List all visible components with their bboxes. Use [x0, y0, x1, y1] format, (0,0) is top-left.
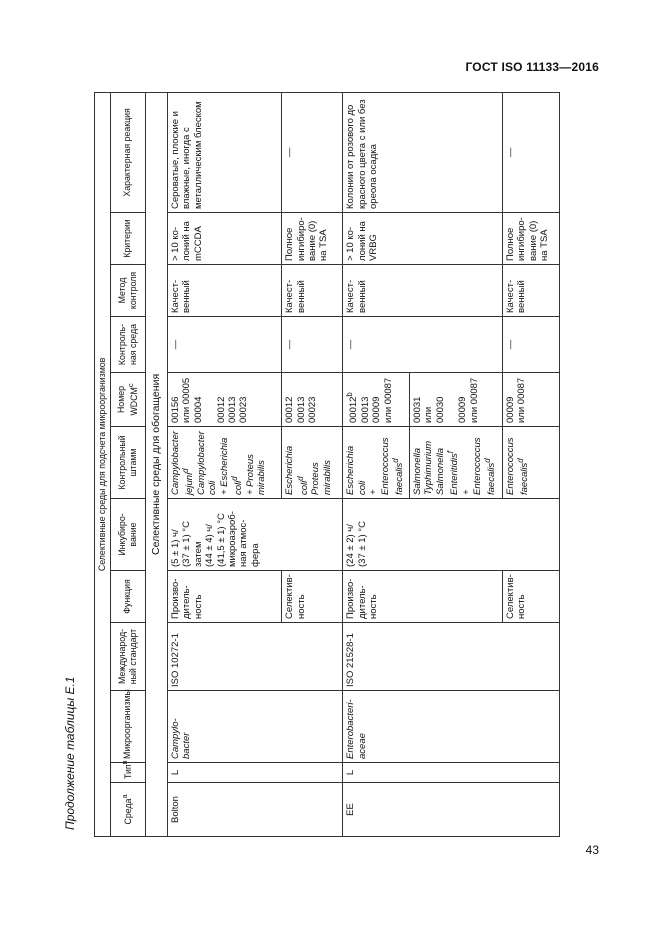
- cell-line: jejuni$^d$: [181, 468, 196, 495]
- cell-function: Произво-дитель-ность: [167, 571, 281, 623]
- cell-line: или 00087: [468, 377, 480, 423]
- cell-wdcm: [409, 373, 502, 427]
- cell-line: (37 ± 1) °C: [181, 521, 193, 567]
- cell-criteria: > 10 ко-лоний на mCCDA: [167, 213, 281, 265]
- page-number: 43: [585, 843, 599, 857]
- cell-wdcm: [343, 373, 409, 427]
- cell-function: Произво-дитель-ность: [343, 571, 502, 623]
- cell-line: faecalis$^d$: [391, 458, 406, 495]
- cell-incubation: [343, 499, 560, 571]
- cell-line: + Enterococcus: [460, 437, 484, 495]
- cell-line: Typhimurium: [423, 440, 435, 495]
- cell-wdcm: [167, 373, 281, 427]
- cell-line: Enterococcus: [504, 437, 516, 495]
- cell-line: микроаэроб-: [226, 511, 238, 567]
- cell-line: 00030: [434, 396, 446, 423]
- cell-line: 00013: [360, 396, 372, 423]
- cell-line: Escherichia: [284, 445, 296, 495]
- cell-line: ная атмос-: [238, 519, 250, 567]
- cell-reaction: —: [282, 92, 343, 212]
- cell-line: Salmonella: [411, 448, 423, 495]
- rotated-table-wrapper: [94, 93, 560, 837]
- cell-line: + Proteus: [244, 454, 256, 495]
- cell-line: 00023: [307, 396, 319, 423]
- cell-line: (24 ± 2) ч/: [345, 524, 357, 567]
- cell-line: 00013: [226, 396, 238, 423]
- table-row: [343, 92, 409, 836]
- media-table: [94, 92, 560, 837]
- cell-reaction: Сероватые, плоские и влажные, иногда с металлическим блеском: [167, 92, 281, 212]
- cell-control-strain: [502, 427, 559, 499]
- cell-method: Качест-венный: [502, 265, 559, 317]
- col-header-standard: Международ-ный стандарт: [110, 623, 145, 691]
- cell-line: mirabilis: [256, 460, 268, 495]
- cell-line: 00009: [371, 396, 383, 423]
- cell-line: 00009: [457, 396, 469, 423]
- cell-incubation: [167, 499, 343, 571]
- col-header-method: Метод контроля: [110, 265, 145, 317]
- table-group-title: Селективные среды для подсчета микроорганизмов: [95, 92, 111, 836]
- col-header-wdcm: Номер WDCM$^c$: [110, 373, 145, 427]
- cell-line: 00012$^b$: [345, 392, 360, 423]
- cell-standard: ISO 10272-1: [167, 623, 343, 691]
- cell-line: (41,5 ± 1) °C: [215, 513, 227, 567]
- cell-medium: EE: [343, 783, 560, 837]
- cell-line: Campylobacter: [169, 431, 181, 495]
- cell-reaction: —: [502, 92, 559, 212]
- col-header-organisms: Микроорганизмы: [110, 691, 145, 763]
- cell-line: фера: [249, 543, 261, 567]
- cell-control-medium: —: [282, 317, 343, 373]
- cell-control-strain: [282, 427, 343, 499]
- cell-method: Качест-венный: [282, 265, 343, 317]
- cell-line: 00012: [215, 396, 227, 423]
- cell-organism: Campylo-bacter: [167, 691, 343, 763]
- cell-line: 00031: [411, 396, 423, 423]
- cell-line: 00013: [295, 396, 307, 423]
- cell-control-medium: —: [343, 317, 502, 373]
- cell-line: 00023: [238, 396, 250, 423]
- cell-control-strain: [409, 427, 502, 499]
- cell-control-strain: [343, 427, 409, 499]
- cell-medium: Bolton: [167, 783, 343, 837]
- cell-line: Escherichia coli: [345, 445, 368, 495]
- cell-line: или: [423, 406, 435, 423]
- col-header-function: Функция: [110, 571, 145, 623]
- cell-standard: ISO 21528-1: [343, 623, 560, 691]
- cell-control-medium: —: [502, 317, 559, 373]
- cell-wdcm: [282, 373, 343, 427]
- cell-line: Proteus: [310, 462, 322, 495]
- cell-line: 00012: [284, 396, 296, 423]
- cell-function: Селектив-ность: [282, 571, 343, 623]
- table-header-row: [110, 92, 145, 836]
- cell-control-medium: —: [167, 317, 281, 373]
- cell-line: + Escherichia: [218, 437, 230, 495]
- cell-line: (5 ± 1) ч/: [169, 529, 181, 567]
- cell-method: Качест-венный: [167, 265, 281, 317]
- cell-line: 00009: [504, 396, 516, 423]
- cell-criteria: Полное ингибиро-вание (0) на TSA: [282, 213, 343, 265]
- cell-line: faecalis$^d$: [483, 458, 498, 495]
- cell-line: faecalis$^d$: [516, 458, 531, 495]
- col-header-type: Тип$^в$: [110, 763, 145, 783]
- cell-function: Селектив-ность: [502, 571, 559, 623]
- col-header-medium: Среда$^a$: [110, 783, 145, 837]
- cell-line: mirabilis: [321, 460, 333, 495]
- cell-wdcm: [502, 373, 559, 427]
- table-caption: Продолжение таблицы Е.1: [63, 676, 77, 830]
- col-header-control-strain: Контрольный штамм: [110, 427, 145, 499]
- cell-line: Enteritidis$^f$: [446, 451, 461, 495]
- cell-line: coli$^d$: [295, 476, 310, 495]
- cell-reaction: Колонии от розового до красного цвета с или без ореола осадка: [343, 92, 502, 212]
- cell-line: Campylobacter: [195, 431, 207, 495]
- cell-line: coli$^d$: [230, 476, 245, 495]
- col-header-criteria: Критерии: [110, 213, 145, 265]
- table-row: [167, 92, 281, 836]
- cell-criteria: Полное ингибиро-вание (0) на TSA: [502, 213, 559, 265]
- cell-type: L: [343, 763, 560, 783]
- cell-control-strain: [167, 427, 281, 499]
- cell-method: Качест-венный: [343, 265, 502, 317]
- cell-line: Salmonella: [434, 448, 446, 495]
- cell-line: или 00087: [382, 377, 394, 423]
- section-title: Селективные среды для обогащения: [145, 92, 167, 836]
- cell-type: L: [167, 763, 343, 783]
- cell-line: coli: [207, 480, 219, 495]
- cell-organism: Enterobacteri-aceae: [343, 691, 560, 763]
- col-header-reaction: Характерная реакция: [110, 92, 145, 212]
- cell-line: 00156: [169, 396, 181, 423]
- cell-line: [204, 376, 215, 423]
- cell-line: или 00005: [181, 377, 193, 423]
- cell-line: 00004: [192, 396, 204, 423]
- cell-criteria: > 10 ко-лоний на VRBG: [343, 213, 502, 265]
- cell-line: затем: [192, 541, 204, 567]
- cell-line: + Enterococcus: [368, 437, 391, 495]
- col-header-incubation: Инкубиро-вание: [110, 499, 145, 571]
- cell-line: (37 ± 1) °C: [356, 521, 368, 567]
- cell-line: [446, 376, 457, 423]
- cell-line: (44 ± 4) ч/: [204, 524, 216, 567]
- col-header-control-medium: Контроль-ная среда: [110, 317, 145, 373]
- page-header: ГОСТ ISO 11133—2016: [465, 60, 599, 74]
- cell-line: или 00087: [516, 377, 528, 423]
